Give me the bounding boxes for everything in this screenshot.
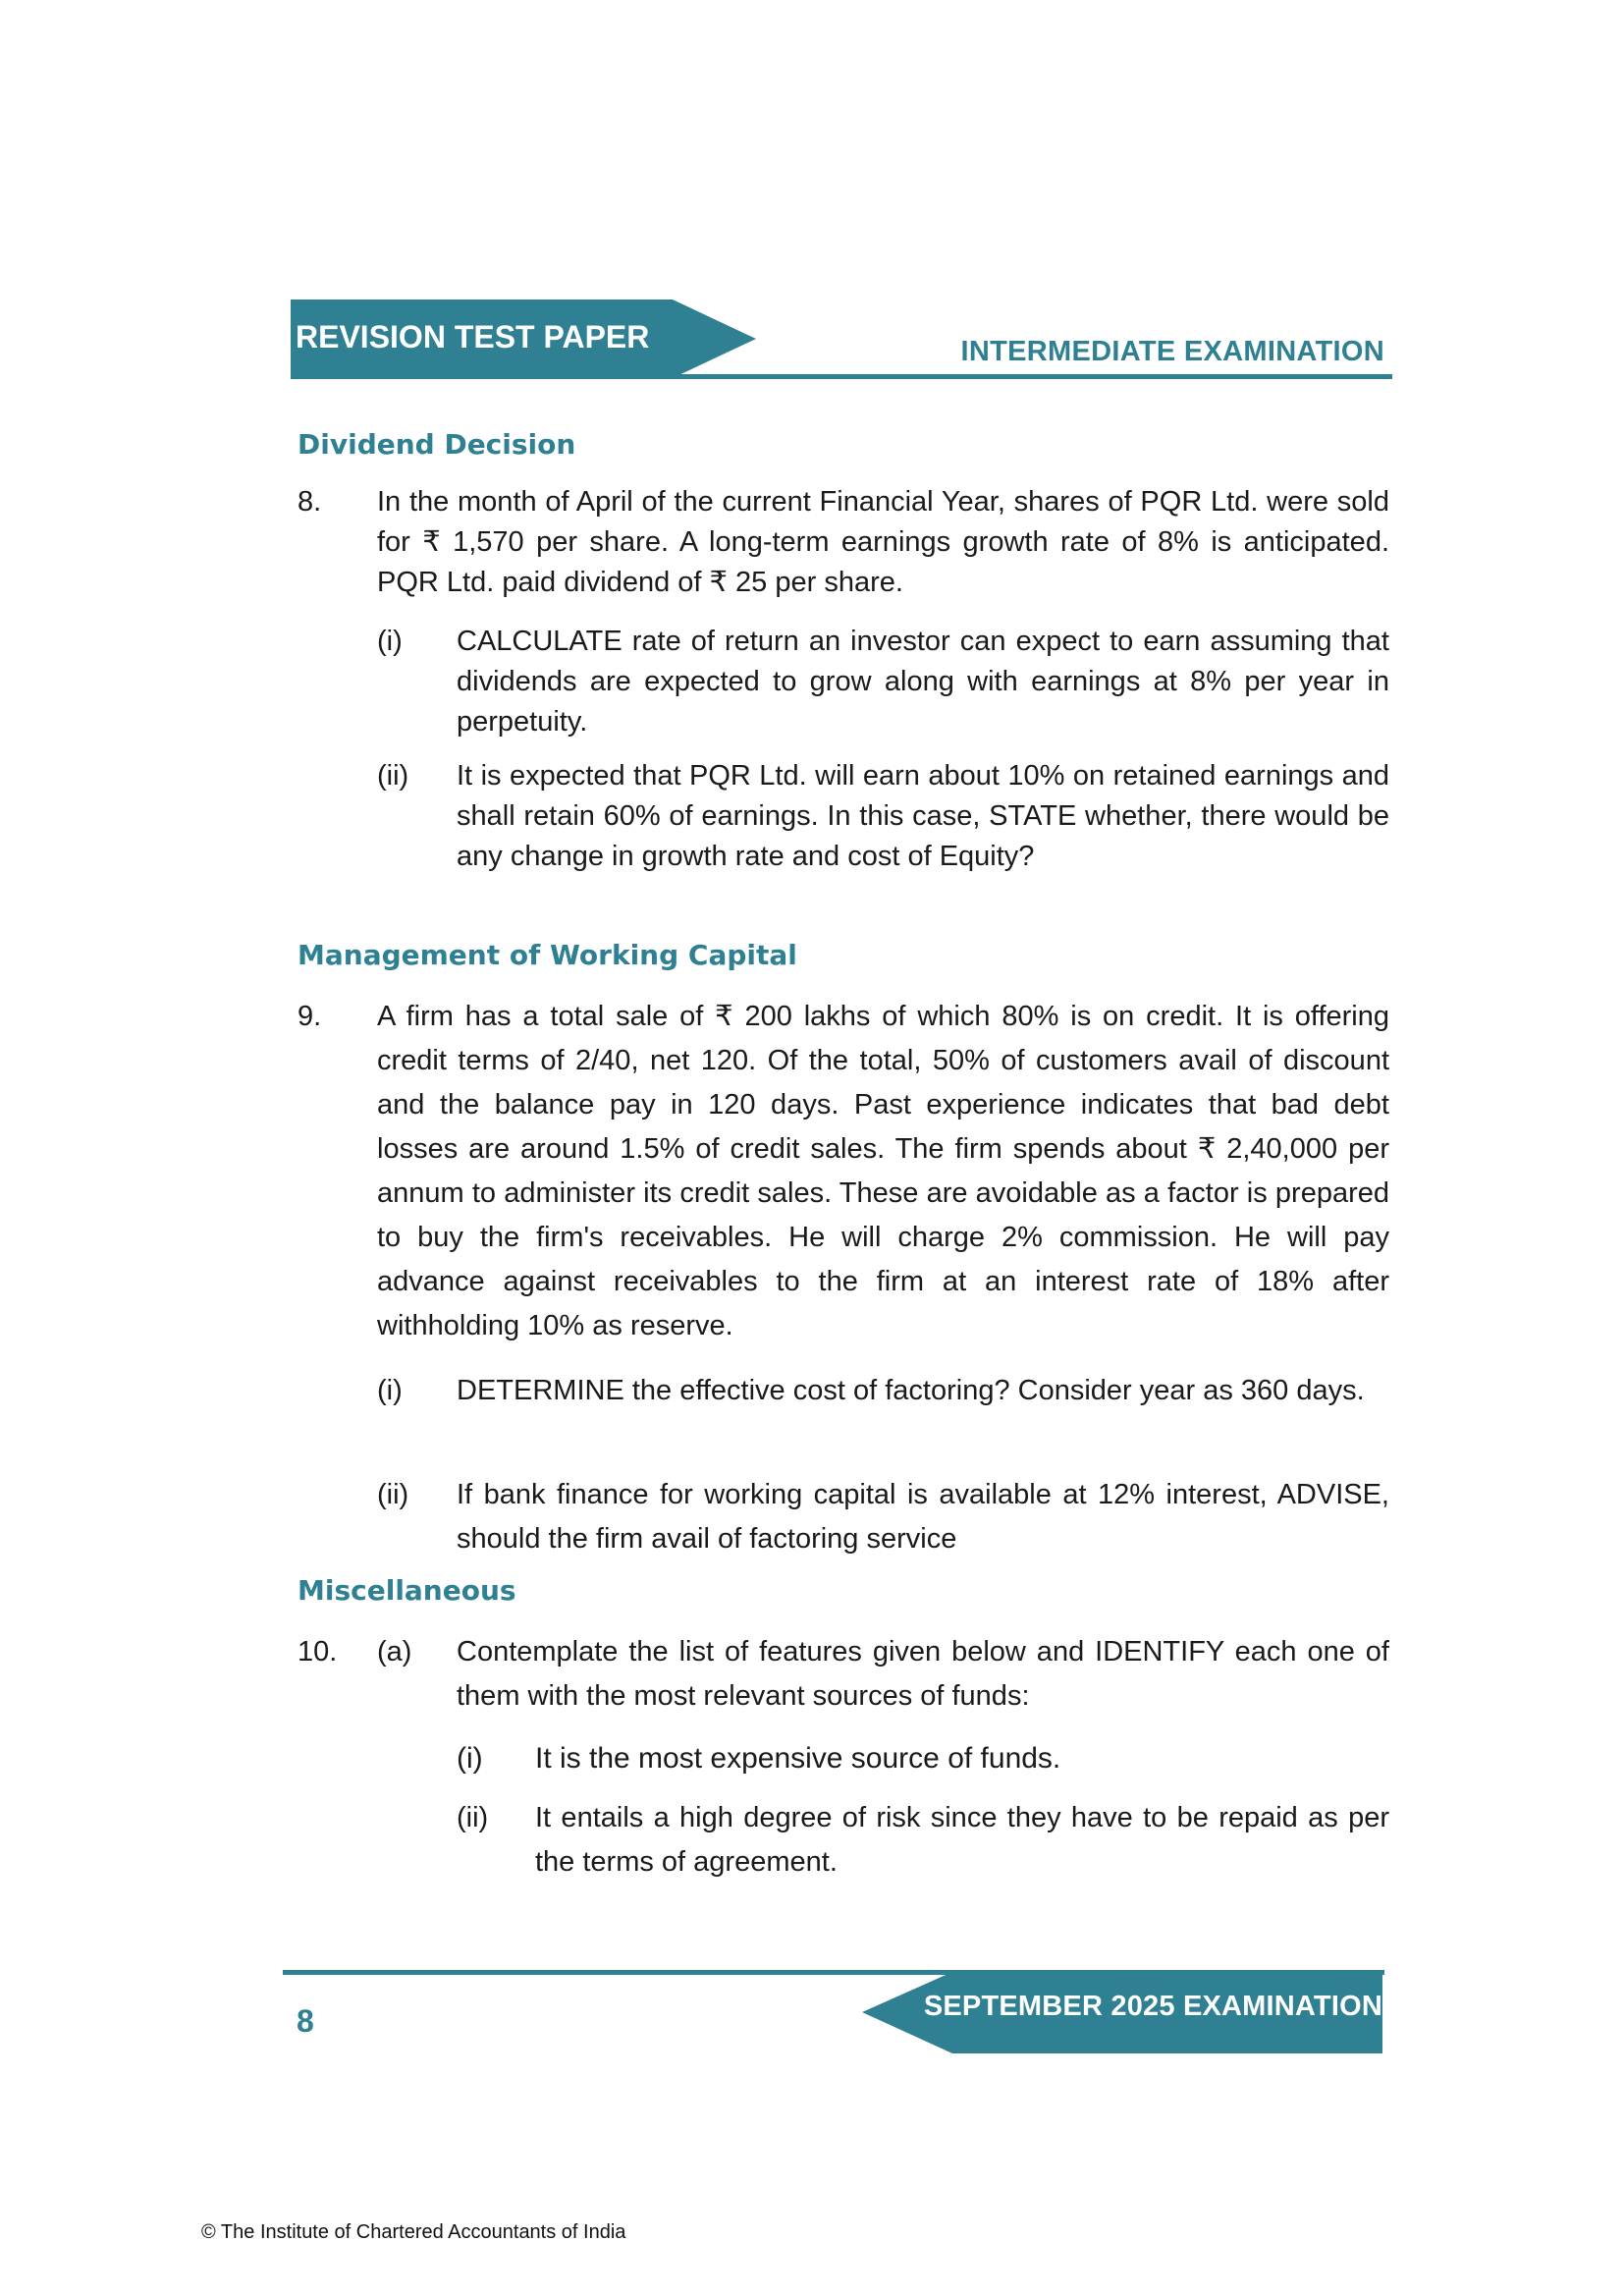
question-9-part-i-text: DETERMINE the effective cost of factoring? Consider year as 360 days. bbox=[457, 1375, 1365, 1406]
footer-banner-title: SEPTEMBER 2025 EXAMINATION bbox=[923, 1991, 1382, 2022]
section-heading-working-capital: Management of Working Capital bbox=[298, 939, 797, 971]
question-9-part-ii-label: (ii) bbox=[377, 1479, 409, 1510]
section-heading-miscellaneous: Miscellaneous bbox=[298, 1574, 516, 1607]
question-number-9: 9. bbox=[298, 1001, 322, 1032]
question-10-item-i-text: It is the most expensive source of funds. bbox=[535, 1742, 1061, 1775]
copyright-notice: © The Institute of Chartered Accountants of India bbox=[201, 2221, 626, 2243]
question-8-text: In the month of April of the current Financial Year, shares of PQR Ltd. were sold for ₹ 1,570 per share. A long-term earnings growth rate of 8% is anticipated. PQR Ltd. paid dividend of ₹ 25 per share. bbox=[377, 486, 1389, 598]
question-10-part-a-text: Contemplate the list of features given below and IDENTIFY each one of them with the most relevant sources of funds: bbox=[457, 1636, 1389, 1712]
question-8-part-ii-label: (ii) bbox=[377, 760, 409, 792]
section-heading-dividend: Dividend Decision bbox=[298, 428, 576, 461]
question-8-part-i-label: (i) bbox=[377, 626, 403, 657]
header-exam-title: INTERMEDIATE EXAMINATION bbox=[960, 336, 1384, 367]
question-9-text: A firm has a total sale of ₹ 200 lakhs of which 80% is on credit. It is offering credit terms of 2/40, net 120. Of the total, 50% of customers avail of discount and the balance pay in 120 days. Past experience indicates that bad debt losses are around 1.5% of credit sales. The firm spends about ₹ 2,40,000 per annum to administer its credit sales. These are avoidable as a factor is prepared to buy the firm's receivables. He will charge 2% commission. He will pay advance against receivables to the firm at an interest rate of 18% after withholding 10% as reserve. bbox=[377, 1001, 1389, 1341]
question-10-item-ii-label: (ii) bbox=[457, 1802, 489, 1833]
question-10-part-a-label: (a) bbox=[377, 1636, 412, 1667]
question-10-item-i-label: (i) bbox=[457, 1742, 483, 1775]
page-number: 8 bbox=[297, 2003, 314, 2039]
question-8-part-ii-text: It is expected that PQR Ltd. will earn about 10% on retained earnings and shall retain 60% of earnings. In this case, STATE whether, there would be any change in growth rate and cost of Equity? bbox=[457, 760, 1389, 872]
question-8-part-i-text: CALCULATE rate of return an investor can expect to earn assuming that dividends are expected to grow along with earnings at 8% per year in perpetuity. bbox=[457, 626, 1389, 738]
question-9-part-i-label: (i) bbox=[377, 1375, 403, 1406]
question-10-item-ii-text: It entails a high degree of risk since they have to be repaid as per the terms of agreement. bbox=[535, 1802, 1389, 1878]
question-number-8: 8. bbox=[298, 486, 322, 518]
question-9-part-ii-text: If bank finance for working capital is available at 12% interest, ADVISE, should the firm avail of factoring service bbox=[457, 1479, 1389, 1555]
header-rule bbox=[291, 374, 1392, 379]
question-number-10: 10. bbox=[298, 1636, 338, 1667]
header-banner-title: REVISION TEST PAPER bbox=[296, 319, 650, 355]
